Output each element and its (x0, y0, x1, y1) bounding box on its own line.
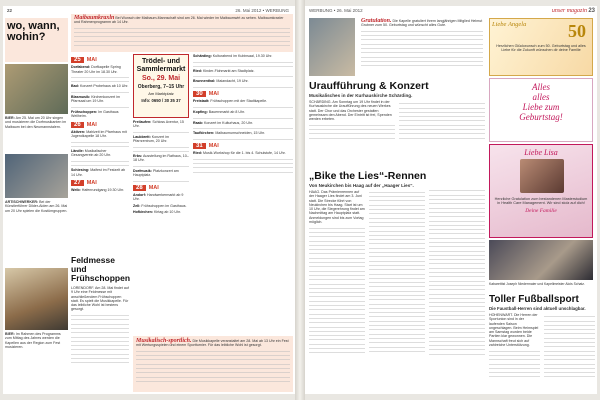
caption-2-text: Bei der Künstlerführer Dilder-Aiden am 26. Mai um 20 Uhr spielen die Kostümgruppen. (5, 200, 68, 213)
feldmesse-title: Feldmesse und Frühschoppen (71, 255, 131, 283)
day-27-header (71, 180, 129, 186)
gratulation-box (359, 18, 485, 78)
musik-text: Die Musikkapelle veranstaltet am 28. Mai ab 13 Uhr ein Fest mit Wertungsspielen und einem Sportturnier. Für das leibliche Wohl ist gesorgt. (136, 339, 289, 348)
feldmesse-article (71, 256, 129, 392)
event-item: Schärding: Kulturabend im Kubinsaal, 19.30 Uhr. (193, 54, 293, 67)
day-name: MAI (208, 91, 219, 98)
event-item: Ried: Kinder-Flohmarkt am Stadtplatz. (193, 69, 293, 78)
event-item: Ländle: Musikalischer Gesangverein ab 20 Uhr. (71, 149, 129, 166)
event-item: Dorfabend: Dorfkapelle Spring Theater 20 Uhr im 18.30 Uhr. (71, 65, 129, 82)
day-30-header (193, 91, 293, 97)
ad-alles-line1: Alles (532, 82, 550, 92)
birthday-ad-angela (489, 18, 593, 76)
page-gutter (295, 0, 305, 400)
bike-text: HAAG. Das Prämienrennen auf der Haager Lies findet am 3. Juni statt. Die Strecke führt von Neukirchen bis Haag. Start ist um 10 Uhr, die Siegerehrung findet am Nachmittag am Hauptplatz statt. Anmeldungen sind bis zum Vortag möglich. (309, 190, 485, 388)
event-item: Freistadt: Frühschoppen mit der Stadtkapelle. (193, 99, 293, 108)
photo-jubilee (309, 18, 355, 76)
event-item: Schiesing: Maifest im Festzelt ab 14 Uhr. (71, 168, 126, 177)
ad-angela-number: 50 (568, 21, 586, 41)
flea-ad-date: So., 29. Mai (141, 75, 181, 82)
day-number: 27 (71, 180, 84, 186)
feldmesse-text: LORENDORF. Am 28. Mai findet auf 9 Uhr eine Feldmesse mit anschließendem Frühschoppen statt. Es spielt die Musikkapelle. Für das leibliche Wohl ist bestens gesorgt. (71, 286, 129, 363)
magazine-brand (523, 8, 595, 18)
left-page-number: 22 (7, 8, 13, 13)
flea-ad-title: Trödel- und Sammlermarkt (136, 58, 186, 73)
fussball-sub: Die Faustball-Herren sind aktuell unschlagbar. (489, 306, 586, 311)
events-column-2 (133, 120, 189, 224)
gratulation-text: Die Kapelle gratuliert ihrem langjährigen Mitglied Helmut Grubner zum 50. Geburtstag und wünscht alles Gute. (361, 19, 483, 28)
flea-market-ad (133, 54, 189, 118)
caption-2-lead: ARTISCHWERKER: (5, 200, 39, 204)
ad-lisa-sign: Deine Familie (525, 207, 557, 214)
event-item: Laubbrett: Konzert im Pfarrzentrum, 20 Uhr. (133, 135, 189, 152)
photo-band (5, 268, 68, 330)
urauff-sub: Musikalisches in der Kurhauskirche Schärding. (309, 93, 413, 98)
ad-lisa-greeting: Liebe Lisa (524, 148, 558, 157)
photo-lisa (520, 159, 564, 193)
photo-musicians (5, 64, 68, 114)
intro-box (71, 14, 293, 52)
day-number: 31 (193, 143, 206, 149)
intro-text: Bei Wunsch der Maibaum-Mannschaft sind am 26. Mai wieder im Maibaumwirt zu sehen. Maibaumkraxler und Rahmenprogramm ab 14 Uhr. (74, 16, 284, 25)
day-number: 25 (71, 57, 84, 63)
event-item: Dorfmusik: Platzkonzert am Hauptplatz. (133, 169, 189, 182)
header-date: 26. Mai 2012 • WERBUNG (235, 8, 289, 13)
day-25-header (71, 57, 129, 63)
event-item: Andorf: Handwerkermarkt ab 9 Uhr. (133, 193, 184, 202)
photo-kabarett (489, 240, 593, 280)
magazine-name: unser magazin (551, 8, 588, 14)
day-name: MAI (86, 121, 97, 128)
bike-article (309, 170, 485, 392)
birthday-ad-alles (489, 78, 593, 142)
urauff-text: SCHÄRDING. Am Sonntag um 19 Uhr findet in der Kurhauskirche die Uraufführung des neuen Werkes statt. Der Chor und das Orchester gestalten gemeinsam den Abend. Der Eintritt ist frei, Spenden werden erbeten. (309, 100, 485, 139)
caption-1-text: Am 25. Mai um 20 Uhr singen und musizieren die Dorfmusikanten im Maibaum bei den Neumannstalern. (5, 116, 67, 129)
event-item: Raab: Konzert im Kulturhaus, 20 Uhr. (193, 121, 293, 130)
right-page-number: 23 (588, 8, 595, 14)
event-item: Erbs: Ausstellung im Rathaus, 10–18 Uhr. (133, 154, 189, 167)
events-column-1 (71, 54, 129, 254)
kabarett-caption: Kabarettist Joseph Niedermaier und Kapellmeister Alois Schatz. (489, 282, 585, 286)
event-item: Weib: Hafenrundgang 19.30 Uhr. (71, 188, 125, 193)
event-item: Hofkirchen: Kirtag ab 10 Uhr. (133, 210, 181, 215)
fussball-article (489, 294, 595, 392)
ad-alles-line3: Liebe zum (522, 102, 560, 112)
ad-angela-greeting: Liebe Angela (492, 21, 527, 28)
musik-box (133, 336, 293, 392)
event-item: Blasmusik: Kirchenkonzert im Pfarrsaal um 19 Uhr. (71, 95, 129, 108)
hero-title: wo, wann, wohin? (7, 20, 60, 43)
event-item: Frühschoppen: Im Gasthaus Weilheim. (71, 109, 119, 119)
photo-artists (5, 154, 68, 198)
caption-1-lead: BIER: (5, 116, 15, 120)
birthday-ad-lisa (489, 144, 593, 238)
event-item: Brunnenthal: Maiandacht, 19 Uhr. (193, 79, 293, 88)
day-name: MAI (86, 179, 97, 186)
ad-alles-line4: Geburtstag! (519, 112, 563, 122)
day-31-header (193, 143, 293, 149)
ad-lisa-text: Herzliche Gratulation zum bestandenen Masterstudium in Health Care Management. Wir sind stolz auf dich! (494, 197, 588, 206)
hero-box (5, 18, 68, 62)
musik-title: Musikalisch-sportlich. (136, 338, 192, 344)
day-number: 26 (71, 122, 84, 128)
flea-ad-place: Oberberg, 7–15 Uhr (137, 84, 185, 90)
urauff-title: Uraufführung & Konzert (309, 80, 429, 92)
day-28-header (133, 185, 189, 191)
day-26-header (71, 122, 129, 128)
event-item: Zell: Frühschoppen im Gasthaus. (133, 203, 187, 208)
event-item: Freilaufen: Schloss Aventur, 15 Uhr. (133, 120, 189, 133)
day-name: MAI (208, 142, 219, 149)
ad-alles-line2: alles (532, 92, 550, 102)
event-item: Ried: Musik-Workshop für die 1. bis 4. Schulstufe, 14 Uhr. (193, 151, 293, 172)
day-name: MAI (86, 57, 97, 63)
event-item: Kopfing: Bauernmarkt ab 8 Uhr. (193, 110, 293, 119)
bike-sub: Von Neukirchen bis Haag auf der „Haager Lies“. (309, 183, 414, 188)
bike-title: „Bike the Lies“-Rennen (309, 170, 427, 182)
intro-lead: Maibaumkraxln (74, 15, 115, 21)
caption-3 (5, 332, 68, 392)
day-number: 30 (193, 91, 206, 97)
fussball-text: HOHENWART. Die Herren der Sportunion sind in der laufenden Saison ungeschlagen. Beim Heimspiel am Samstag wurden beide Partien klar gewonnen. Die Mannschaft freut sich auf zahlreiche Unterstützung. (489, 313, 595, 389)
event-item: Aktiven: Mahlzeit im Pfarrhaus mit Jugendkapelle 18 Uhr. (71, 130, 129, 147)
right-page-header: WERBUNG • 26. Mai 2012 (309, 8, 363, 13)
event-item: Taufkirchen: Maibaumumschneiden, 15 Uhr. (193, 131, 293, 140)
events-column-3 (193, 54, 293, 294)
ad-angela-text: Herzlichen Glückwunsch zum 50. Geburtstag und alles Liebe für die Zukunft wünschen dir deine Familie (496, 44, 586, 53)
caption-3-lead: BIER: (5, 332, 15, 336)
caption-1 (5, 116, 68, 154)
left-page (3, 6, 295, 394)
right-page (305, 6, 597, 394)
day-name: MAI (148, 184, 159, 191)
urauffuehrung-article (309, 80, 485, 168)
flea-ad-phone: Info: 0650 / 30 35 37 (141, 98, 181, 103)
flea-ad-sub: Am Marktplatz (148, 91, 174, 96)
day-number: 28 (133, 185, 146, 191)
caption-2 (5, 200, 68, 248)
event-item: Bad: Konzert Probehaus ab 10 Uhr. (71, 84, 129, 93)
fussball-title: Toller Fußballsport (489, 294, 579, 305)
gratulation-title: Gratulation. (361, 18, 392, 24)
caption-3-text: Im Rahmen des Programms zum Mittag des Jahres werden die Kapellen aus der Region zum Fest musizieren. (5, 332, 61, 349)
